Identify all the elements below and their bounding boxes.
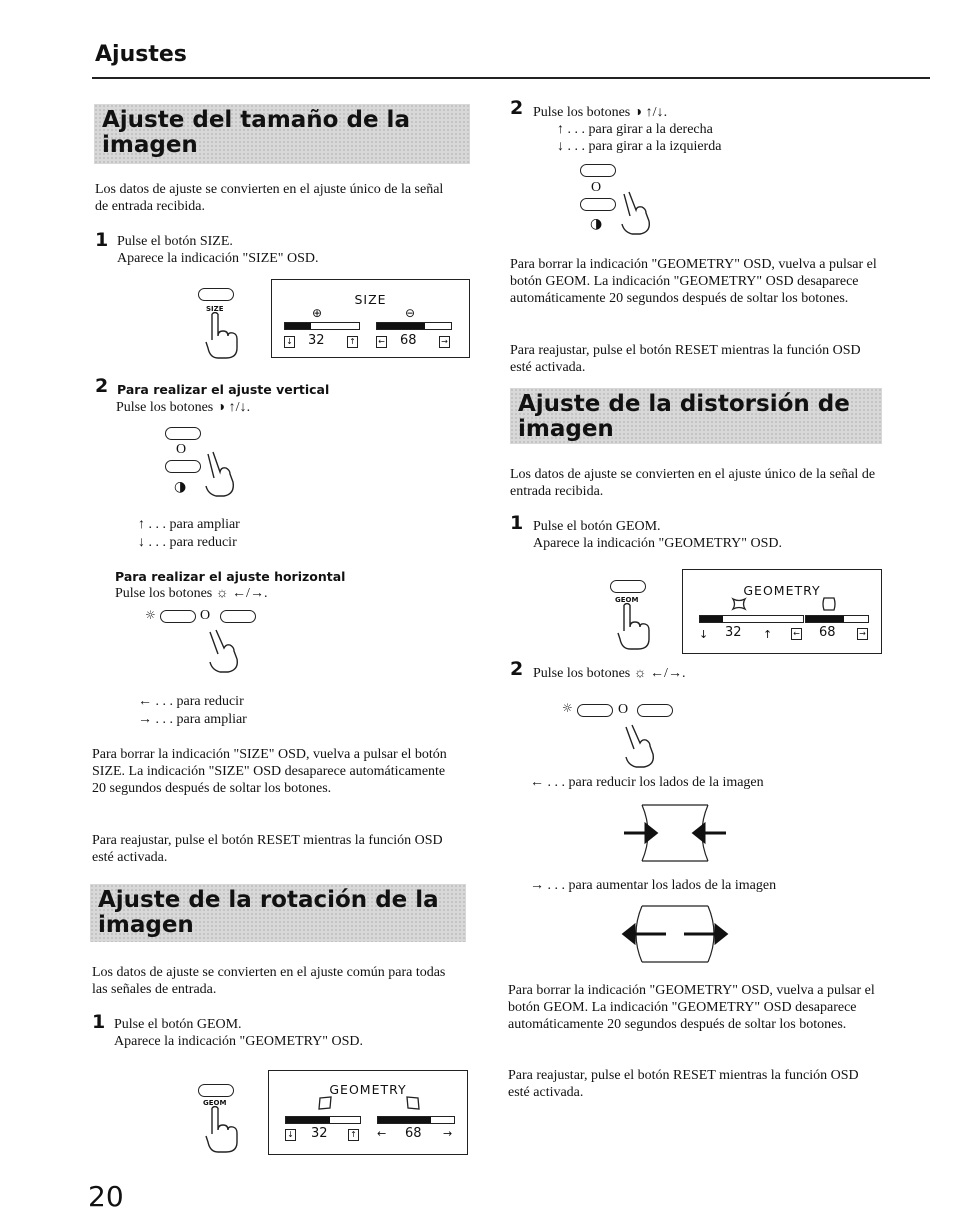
distortion-osd-right-value: 68 — [819, 625, 836, 640]
osd-bar-fill — [700, 616, 723, 622]
distortion-right-text: → . . . para aumentar los lados de la imagen — [530, 878, 777, 893]
size-button-tag: SIZE — [206, 305, 224, 313]
or-label: O — [176, 442, 187, 457]
rotation-reset-text: Para reajustar, pulse el botón RESET mientras la función OSD esté activada. — [510, 343, 861, 375]
right-arrow-icon: → — [443, 1127, 453, 1140]
or-label: O — [200, 608, 211, 623]
distortion-left-text: ← . . . para reducir los lados de la imagen — [530, 775, 764, 790]
distortion-osd-right-bar — [805, 615, 869, 623]
size-step1-text: Pulse el botón SIZE. — [117, 234, 233, 249]
distortion-step2-text: Pulse los botones ☼ ←/→. — [533, 666, 686, 681]
pressing-hand-icon — [200, 450, 240, 498]
up-arrow-icon: ↑ — [347, 336, 358, 348]
size-clear-text: Para borrar la indicación "SIZE" OSD, vuelva a pulsar el botón SIZE. La indicación "SIZE" OSD desaparece automáticamente 20 segundos después de soltar los botones. — [92, 747, 447, 796]
pressing-hand-icon — [614, 603, 654, 651]
distortion-osd-left-bar — [699, 615, 804, 623]
size-osd-left-bar — [284, 322, 360, 330]
size-osd-panel — [271, 279, 470, 358]
left-button[interactable] — [160, 610, 196, 623]
left-button[interactable] — [577, 704, 613, 717]
left-arrow-icon: ← — [376, 336, 387, 348]
rotation-left-icon — [317, 1096, 333, 1110]
distortion-osd-title: GEOMETRY — [743, 583, 821, 598]
brightness-icon: ☼ — [562, 701, 573, 715]
right-button[interactable] — [637, 704, 673, 717]
size-intro: Los datos de ajuste se convierten en el ajuste único de la señal de entrada recibida. — [95, 182, 444, 214]
right-arrow-icon: → — [857, 628, 868, 640]
distortion-title-line2: imagen — [518, 416, 614, 442]
size-osd-left-value: 32 — [308, 333, 325, 348]
rotation-title-line1: Ajuste de la rotación de la — [98, 887, 439, 913]
up-arrow-icon: ↑ — [348, 1129, 359, 1141]
size-right-text: → . . . para ampliar — [138, 712, 247, 727]
size-reset-text: Para reajustar, pulse el botón RESET mientras la función OSD esté activada. — [92, 833, 443, 865]
enlarge-sides-diagram — [620, 904, 730, 964]
geom-button[interactable] — [198, 1084, 234, 1097]
size-title-line2: imagen — [102, 132, 198, 158]
contrast-icon: ◑ — [174, 479, 187, 495]
rotation-clear-text: Para borrar la indicación "GEOMETRY" OSD, vuelva a pulsar el botón GEOM. La indicación "GEOMETRY" OSD desaparece automáticamente 20 segundos después de soltar los botones. — [510, 257, 877, 306]
rotation-step2-text: Pulse los botones ◑ ↑/↓. — [533, 105, 668, 120]
down-button[interactable] — [165, 460, 201, 473]
size-step2-text: Pulse los botones ◑ ↑/↓. — [116, 400, 251, 415]
down-button[interactable] — [580, 198, 616, 211]
vertical-size-icon: ⊕ — [312, 306, 323, 320]
size-step1-number: 1 — [95, 229, 109, 251]
distortion-title-line1: Ajuste de la distorsión de — [518, 391, 850, 417]
distortion-step2-number: 2 — [510, 658, 524, 680]
osd-bar-fill — [378, 1117, 431, 1123]
size-osd-right-bar — [376, 322, 452, 330]
pressing-hand-icon — [204, 628, 244, 674]
size-button[interactable] — [198, 288, 234, 301]
distortion-clear-text: Para borrar la indicación "GEOMETRY" OSD, vuelva a pulsar el botón GEOM. La indicación "GEOMETRY" OSD desaparece automáticamente 20 segundos después de soltar los botones. — [508, 983, 875, 1032]
rotation-osd-panel — [268, 1070, 468, 1155]
geom-button[interactable] — [610, 580, 646, 593]
down-arrow-icon: ↓ — [284, 336, 295, 348]
page-header-title: Ajustes — [95, 42, 187, 67]
pressing-hand-icon — [202, 312, 242, 360]
rotation-up-text: ↑ . . . para girar a la derecha — [557, 122, 713, 137]
distortion-step1-sub: Aparece la indicación "GEOMETRY" OSD. — [533, 536, 782, 551]
size-osd-right-value: 68 — [400, 333, 417, 348]
size-title-line1: Ajuste del tamaño de la — [102, 107, 410, 133]
size-step2-heading: Para realizar el ajuste vertical — [117, 382, 330, 397]
or-label: O — [591, 180, 602, 195]
rotation-step1-number: 1 — [92, 1011, 106, 1033]
or-label: O — [618, 702, 629, 717]
size-horiz-text: Pulse los botones ☼ ←/→. — [115, 586, 268, 601]
rotation-osd-left-bar — [285, 1116, 361, 1124]
osd-bar-fill — [286, 1117, 330, 1123]
up-button[interactable] — [580, 164, 616, 177]
down-arrow-icon: ↓ — [285, 1129, 296, 1141]
brightness-icon: ☼ — [145, 608, 156, 622]
distortion-step1-number: 1 — [510, 512, 524, 534]
down-arrow-icon: ↓ — [699, 628, 709, 641]
rotation-osd-right-bar — [377, 1116, 455, 1124]
distortion-reset-text: Para reajustar, pulse el botón RESET mientras la función OSD esté activada. — [508, 1068, 859, 1100]
rotation-step2-number: 2 — [510, 97, 524, 119]
right-arrow-icon: → — [439, 336, 450, 348]
size-horiz-heading: Para realizar el ajuste horizontal — [115, 569, 346, 584]
size-osd-title: SIZE — [354, 292, 387, 307]
size-step2-number: 2 — [95, 375, 109, 397]
rotation-step1-sub: Aparece la indicación "GEOMETRY" OSD. — [114, 1034, 363, 1049]
geom-button-tag: GEOM — [203, 1099, 227, 1107]
rotation-intro: Los datos de ajuste se convierten en el ajuste común para todas las señales de entrada. — [92, 965, 446, 997]
osd-bar-fill — [285, 323, 311, 329]
rotation-down-text: ↓ . . . para girar a la izquierda — [557, 139, 722, 154]
geom-button-tag: GEOM — [615, 596, 639, 604]
rotation-osd-title: GEOMETRY — [329, 1082, 407, 1097]
reduce-sides-diagram — [620, 803, 730, 863]
osd-bar-fill — [377, 323, 425, 329]
horizontal-size-icon: ⊖ — [405, 306, 416, 320]
pressing-hand-icon — [616, 190, 656, 236]
size-down-text: ↓ . . . para reducir — [138, 535, 237, 550]
up-button[interactable] — [165, 427, 201, 440]
left-arrow-icon: ← — [377, 1127, 387, 1140]
rotation-osd-right-value: 68 — [405, 1126, 422, 1141]
pincushion-icon — [731, 597, 747, 611]
rotation-osd-left-value: 32 — [311, 1126, 328, 1141]
up-arrow-icon: ↑ — [763, 628, 773, 641]
contrast-icon: ◑ — [590, 216, 603, 232]
size-up-text: ↑ . . . para ampliar — [138, 517, 240, 532]
left-arrow-icon: ← — [791, 628, 802, 640]
distortion-osd-panel — [682, 569, 882, 654]
right-button[interactable] — [220, 610, 256, 623]
page-number: 20 — [88, 1180, 124, 1213]
rotation-section-title — [90, 884, 466, 942]
size-left-text: ← . . . para reducir — [138, 694, 244, 709]
barrel-icon — [821, 597, 837, 611]
rotation-title-line2: imagen — [98, 912, 194, 938]
header-rule — [92, 77, 930, 79]
pressing-hand-icon — [620, 723, 660, 769]
distortion-section-title — [510, 388, 882, 444]
rotation-step1-text: Pulse el botón GEOM. — [114, 1017, 242, 1032]
size-step1-sub: Aparece la indicación "SIZE" OSD. — [117, 251, 319, 266]
size-section-title — [94, 104, 470, 164]
osd-bar-fill — [806, 616, 844, 622]
rotation-right-icon — [405, 1096, 421, 1110]
distortion-osd-left-value: 32 — [725, 625, 742, 640]
pressing-hand-icon — [202, 1106, 242, 1154]
distortion-step1-text: Pulse el botón GEOM. — [533, 519, 661, 534]
distortion-intro: Los datos de ajuste se convierten en el ajuste único de la señal de entrada recibida. — [510, 467, 876, 499]
